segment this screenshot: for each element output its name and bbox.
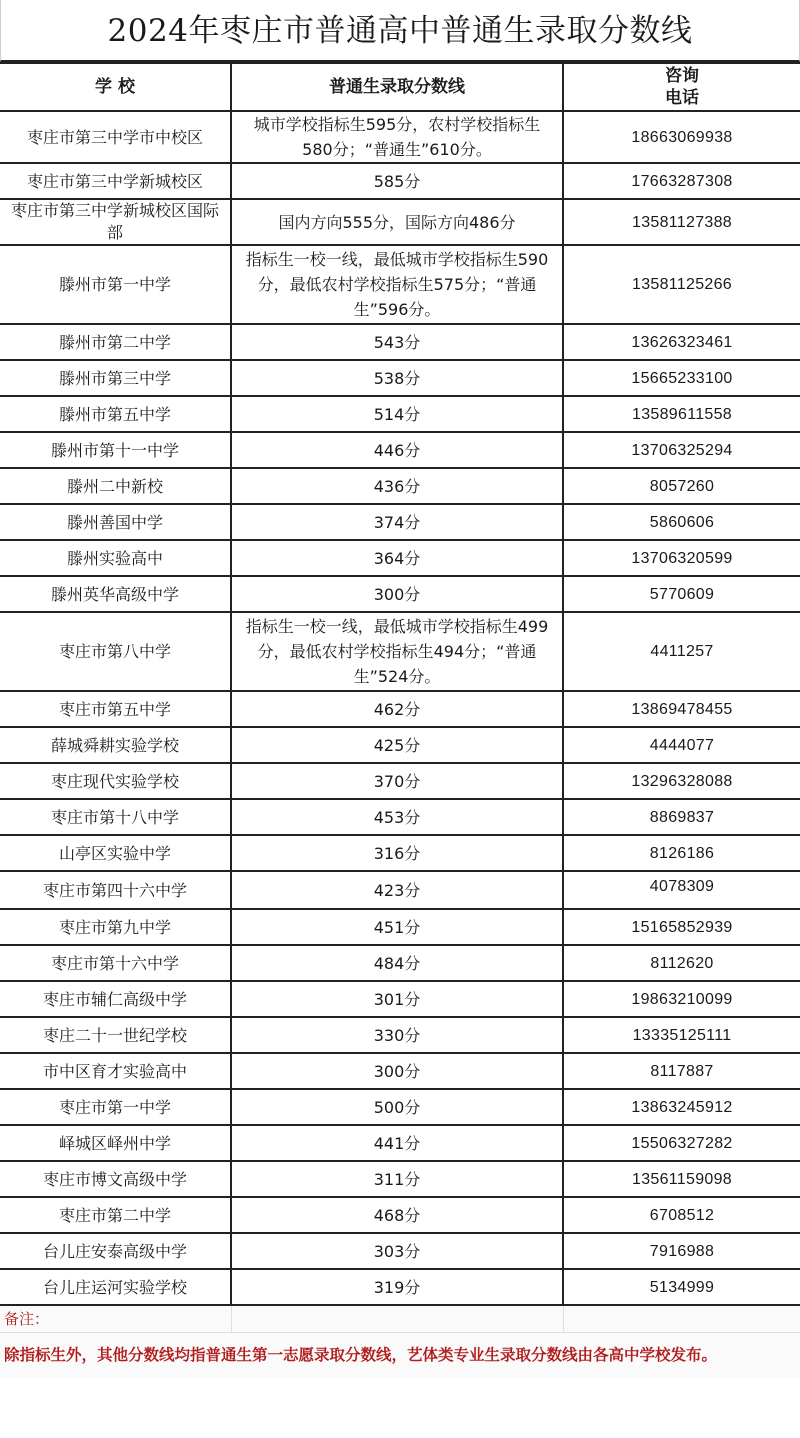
remark-row (0, 1305, 800, 1332)
score-value: 451分 (231, 909, 563, 945)
header-phone-line1: 咨询 (665, 66, 699, 86)
score-value: 城市学校指标生595分，农村学校指标生580分；“普通生”610分。 (231, 111, 563, 163)
score-value: 319分 (231, 1269, 563, 1305)
table-header-row (0, 63, 800, 111)
table-row (0, 1089, 800, 1125)
phone-number: 4411257 (563, 612, 800, 691)
phone-number: 6708512 (563, 1197, 800, 1233)
school-name: 枣庄市第五中学 (0, 691, 231, 727)
phone-number: 18663069938 (563, 111, 800, 163)
table-row (0, 324, 800, 360)
school-name: 枣庄市第一中学 (0, 1089, 231, 1125)
table-row (0, 909, 800, 945)
score-value: 374分 (231, 504, 563, 540)
table-row (0, 1125, 800, 1161)
score-value: 423分 (231, 871, 563, 909)
school-name: 枣庄市博文高级中学 (0, 1161, 231, 1197)
school-name: 峄城区峄州中学 (0, 1125, 231, 1161)
score-value: 543分 (231, 324, 563, 360)
phone-number: 15506327282 (563, 1125, 800, 1161)
phone-number: 13706320599 (563, 540, 800, 576)
table-row (0, 691, 800, 727)
table-row (0, 835, 800, 871)
score-value: 446分 (231, 432, 563, 468)
school-name: 台儿庄安泰高级中学 (0, 1233, 231, 1269)
phone-number: 17663287308 (563, 163, 800, 199)
score-value: 370分 (231, 763, 563, 799)
table-row (0, 1269, 800, 1305)
table-row (0, 981, 800, 1017)
school-name: 滕州市第十一中学 (0, 432, 231, 468)
table-row (0, 1197, 800, 1233)
score-value: 国内方向555分，国际方向486分 (231, 199, 563, 245)
phone-number: 13561159098 (563, 1161, 800, 1197)
score-value: 300分 (231, 576, 563, 612)
score-value: 330分 (231, 1017, 563, 1053)
score-value: 500分 (231, 1089, 563, 1125)
phone-number: 13706325294 (563, 432, 800, 468)
phone-number: 8057260 (563, 468, 800, 504)
table-row (0, 163, 800, 199)
score-value: 300分 (231, 1053, 563, 1089)
header-phone (563, 63, 800, 111)
school-name: 枣庄现代实验学校 (0, 763, 231, 799)
table-row (0, 727, 800, 763)
school-name: 滕州实验高中 (0, 540, 231, 576)
score-value: 453分 (231, 799, 563, 835)
phone-number: 8126186 (563, 835, 800, 871)
school-name: 枣庄市第三中学市中校区 (0, 111, 231, 163)
table-row (0, 945, 800, 981)
school-name: 枣庄市第三中学新城校区 (0, 163, 231, 199)
score-value: 指标生一校一线，最低城市学校指标生590分，最低农村学校指标生575分；“普通生”596分。 (231, 245, 563, 324)
table-row (0, 1161, 800, 1197)
school-name: 市中区育才实验高中 (0, 1053, 231, 1089)
school-name: 滕州二中新校 (0, 468, 231, 504)
school-name: 台儿庄运河实验学校 (0, 1269, 231, 1305)
score-value: 484分 (231, 945, 563, 981)
phone-number: 13335125111 (563, 1017, 800, 1053)
header-school: 学 校 (0, 63, 231, 111)
phone-number: 13581127388 (563, 199, 800, 245)
school-name: 滕州市第二中学 (0, 324, 231, 360)
school-name: 枣庄市第九中学 (0, 909, 231, 945)
phone-number: 5770609 (563, 576, 800, 612)
school-name: 滕州英华高级中学 (0, 576, 231, 612)
remark-empty-cell (231, 1305, 563, 1332)
table-row (0, 763, 800, 799)
school-name: 滕州市第一中学 (0, 245, 231, 324)
score-value: 514分 (231, 396, 563, 432)
phone-number: 15165852939 (563, 909, 800, 945)
table-row (0, 111, 800, 163)
remark-empty-cell (563, 1305, 800, 1332)
table-row (0, 1053, 800, 1089)
phone-number: 8112620 (563, 945, 800, 981)
phone-number: 13581125266 (563, 245, 800, 324)
header-phone-line2: 电话 (665, 88, 699, 108)
phone-number: 8117887 (563, 1053, 800, 1089)
phone-number: 13863245912 (563, 1089, 800, 1125)
score-value: 468分 (231, 1197, 563, 1233)
score-value: 303分 (231, 1233, 563, 1269)
phone-number: 13296328088 (563, 763, 800, 799)
phone-number: 4444077 (563, 727, 800, 763)
score-value: 585分 (231, 163, 563, 199)
school-name: 枣庄市第二中学 (0, 1197, 231, 1233)
school-name: 滕州善国中学 (0, 504, 231, 540)
table-row (0, 871, 800, 909)
phone-number: 5134999 (563, 1269, 800, 1305)
phone-number: 4078309 (563, 871, 800, 909)
score-value: 301分 (231, 981, 563, 1017)
table-row (0, 612, 800, 691)
school-name: 枣庄市第十八中学 (0, 799, 231, 835)
school-name: 枣庄市第十六中学 (0, 945, 231, 981)
header-score: 普通生录取分数线 (231, 63, 563, 111)
school-name: 枣庄市第八中学 (0, 612, 231, 691)
table-row (0, 432, 800, 468)
table-row (0, 245, 800, 324)
school-name: 枣庄市第四十六中学 (0, 871, 231, 909)
phone-number: 5860606 (563, 504, 800, 540)
phone-number: 13869478455 (563, 691, 800, 727)
phone-number: 15665233100 (563, 360, 800, 396)
school-name: 枣庄市第三中学新城校区国际部 (0, 199, 231, 245)
table-row (0, 1233, 800, 1269)
phone-number: 7916988 (563, 1233, 800, 1269)
school-name: 枣庄二十一世纪学校 (0, 1017, 231, 1053)
score-table (0, 62, 800, 1332)
score-value: 311分 (231, 1161, 563, 1197)
table-row (0, 199, 800, 245)
table-row (0, 360, 800, 396)
phone-number: 13589611558 (563, 396, 800, 432)
phone-number: 19863210099 (563, 981, 800, 1017)
table-row (0, 396, 800, 432)
score-value: 316分 (231, 835, 563, 871)
remark-note: 除指标生外，其他分数线均指普通生第一志愿录取分数线，艺体类专业生录取分数线由各高中学校发布。 (0, 1332, 800, 1377)
school-name: 滕州市第五中学 (0, 396, 231, 432)
score-value: 指标生一校一线，最低城市学校指标生499分，最低农村学校指标生494分；“普通生”524分。 (231, 612, 563, 691)
table-row (0, 504, 800, 540)
table-row (0, 576, 800, 612)
score-value: 364分 (231, 540, 563, 576)
phone-number: 8869837 (563, 799, 800, 835)
score-value: 425分 (231, 727, 563, 763)
table-row (0, 540, 800, 576)
phone-number: 13626323461 (563, 324, 800, 360)
page-title: 2024年枣庄市普通高中普通生录取分数线 (0, 0, 800, 62)
table-row (0, 799, 800, 835)
school-name: 山亭区实验中学 (0, 835, 231, 871)
school-name: 枣庄市辅仁高级中学 (0, 981, 231, 1017)
score-value: 436分 (231, 468, 563, 504)
score-value: 538分 (231, 360, 563, 396)
score-value: 441分 (231, 1125, 563, 1161)
remark-label: 备注： (0, 1305, 231, 1332)
school-name: 薛城舜耕实验学校 (0, 727, 231, 763)
score-value: 462分 (231, 691, 563, 727)
table-row (0, 1017, 800, 1053)
school-name: 滕州市第三中学 (0, 360, 231, 396)
table-row (0, 468, 800, 504)
